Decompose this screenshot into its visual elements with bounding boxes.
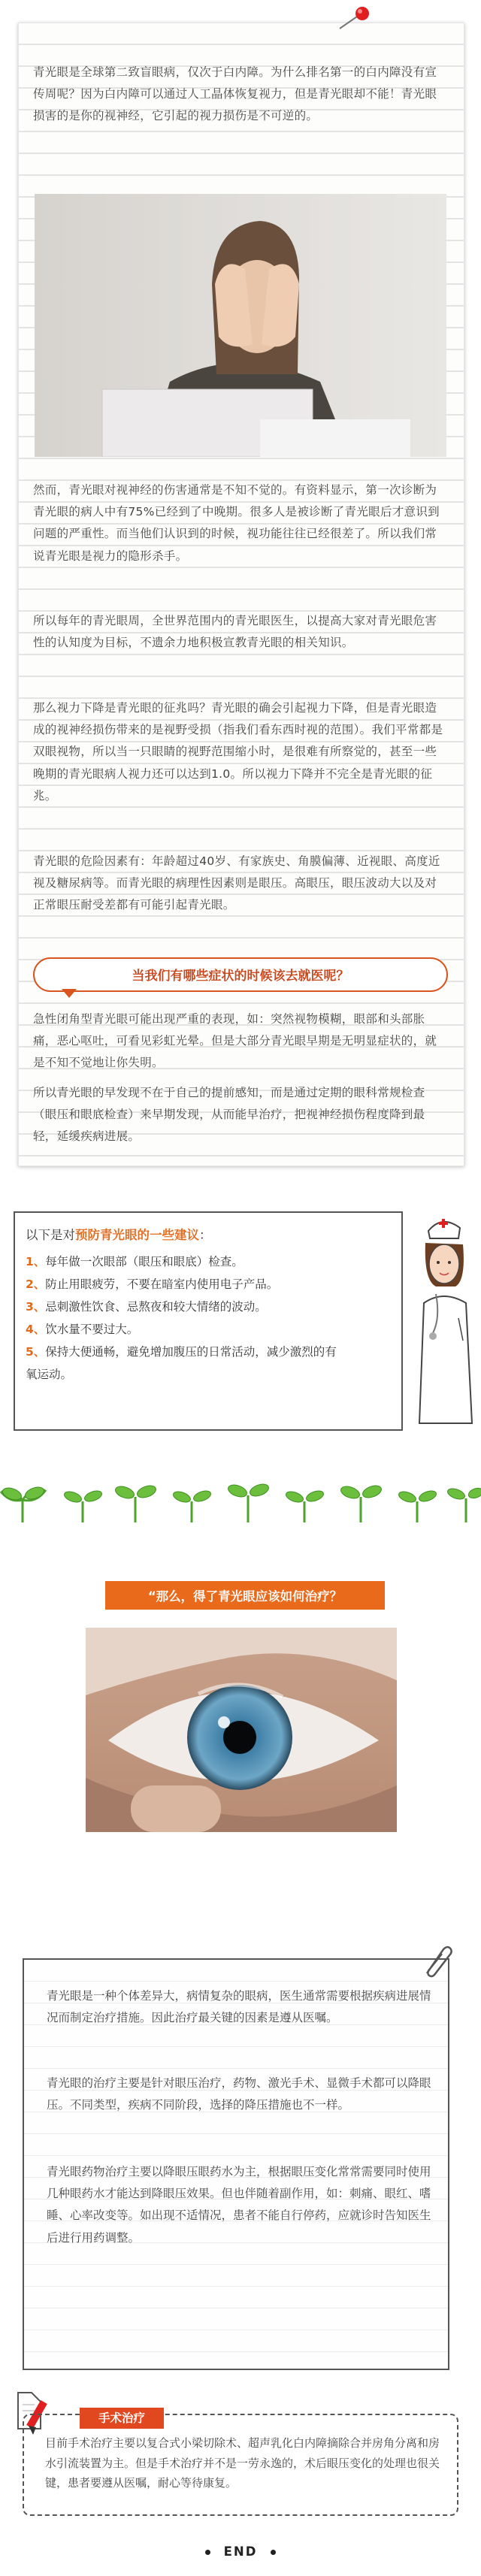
end-dot-right: [271, 2550, 276, 2555]
paragraph-glaucoma-week: 所以每年的青光眼周，全世界范围内的青光眼医生，以提高大家对青光眼危害性的认知度为目标，不遗余力地积极宣教青光眼的相关知识。: [33, 614, 437, 650]
tip-item: 2、防止用眼疲劳，不要在暗室内使用电子产品。: [26, 1277, 279, 1291]
surgery-text: 目前手术治疗主要以复合式小梁切除术、超声乳化白内障摘除合并房角分离和房水引流装置为主。但是手术治疗并不是一劳永逸的，术后眼压变化的处理也很关键，患者要遵从医嘱，耐心等待康复。: [45, 2436, 440, 2490]
paragraph-individual-differences: 青光眼是一种个体差异大，病情复杂的眼病，医生通常需要根据疾病进展情况而制定治疗措施。因此治疗最关键的因素是遵从医嘱。: [47, 1989, 431, 2025]
banner-pointer: [62, 989, 77, 998]
contact-lens-eye-photo: [86, 1628, 397, 1832]
sprouts-divider: [0, 1473, 481, 1525]
treatment-question-banner: [105, 1581, 385, 1610]
symptoms-question-banner: [33, 957, 448, 992]
woman-covering-eyes-photo: [35, 194, 446, 457]
tips-intro: 以下是对预防青光眼的一些建议：: [26, 1228, 212, 1242]
paragraph-hidden-damage: 然而，青光眼对视神经的伤害通常是不知不觉的。有资料显示，第一次诊断为青光眼的病人中有75%已经到了中晚期。很多人是被诊断了青光眼后才意识到问题的严重性。而当他们认识到的时候，视功能往往已经很差了。所以我们常说青光眼是视力的隐形杀手。: [33, 483, 440, 563]
symptoms-question-text: 当我们有哪些症状的时候该去就医呢？: [132, 969, 349, 984]
end-dot-left: [205, 2550, 210, 2555]
intro-paragraph: 青光眼是全球第二致盲眼病，仅次于白内障。为什么排名第一的白内障没有宣传周呢？因为白内障可以通过人工晶体恢复视力，但是青光眼却不能！青光眼损害的是你的视神经，它引起的视力损伤是不可逆的。: [33, 65, 437, 123]
tips-highlight: 预防青光眼的一些建议: [75, 1228, 199, 1242]
paragraph-drug-treatment: 青光眼药物治疗主要以降眼压眼药水为主，根据眼压变化常常需要同时使用几种眼药水才能达到降眼压效果。但也伴随着副作用，如：刺痛、眼红、嗜睡、心率改变等。如出现不适情况，患者不能自行停药，应就诊时告知医生后进行用药调整。: [47, 2165, 431, 2245]
pushpin-icon: [337, 5, 376, 32]
paragraph-risk-factors: 青光眼的危险因素有：年龄超过40岁、有家族史、角膜偏薄、近视眼、高度近视及糖尿病等。而青光眼的病理性因素则是眼压。高眼压，眼压波动大以及对正常眼压耐受差都有可能引起青光眼。: [33, 854, 440, 912]
treatment-question-text: “那么，得了青光眼应该如何治疗？: [147, 1589, 343, 1604]
paragraph-iop-treatment: 青光眼的治疗主要是针对眼压治疗，药物、激光手术、显微手术都可以降眼压。不同类型，疾病不同阶段，选择的降压措施也不一样。: [47, 2076, 431, 2112]
surgery-label: 手术治疗: [80, 2408, 164, 2429]
paper-clip-icon: [419, 1945, 454, 1978]
tip-item: 3、忌刺激性饮食、忌熬夜和较大情绪的波动。: [26, 1300, 267, 1314]
nurse-illustration: [406, 1205, 478, 1431]
prevention-tips-card: [14, 1211, 403, 1431]
tip-item: 1、每年做一次眼部（眼压和眼底）检查。: [26, 1255, 244, 1268]
tip-item: 4、饮水量不要过大。: [26, 1323, 139, 1336]
paragraph-early-detection: 所以青光眼的早发现不在于自己的提前感知，而是通过定期的眼科常规检查（眼压和眼底检查）来早期发现，从而能早治疗，把视神经损伤程度降到最轻，延缓疾病进展。: [33, 1086, 425, 1144]
end-marker: END: [0, 2544, 481, 2559]
paragraph-acute-symptoms: 急性闭角型青光眼可能出现严重的表现，如：突然视物模糊，眼部和头部胀痛，恶心呕吐，可看见彩虹光晕。但是大部分青光眼早期是无明显症状的，就是不知不觉地让你失明。: [33, 1012, 437, 1070]
paragraph-vision-loss: 那么视力下降是青光眼的征兆吗？青光眼的确会引起视力下降，但是青光眼造成的视神经损伤带来的是视野受损（指我们看东西时视的范围）。我们平常都是双眼视物，所以当一只眼睛的视野范围缩小时，是很难有所察觉的，甚至一些晚期的青光眼病人视力还可以达到1.0。所以视力下降并不完全是青光眼的征兆。: [33, 701, 443, 803]
tip-item: 5、保持大便通畅，避免增加腹压的日常活动，减少激烈的有氧运动。: [26, 1345, 337, 1381]
